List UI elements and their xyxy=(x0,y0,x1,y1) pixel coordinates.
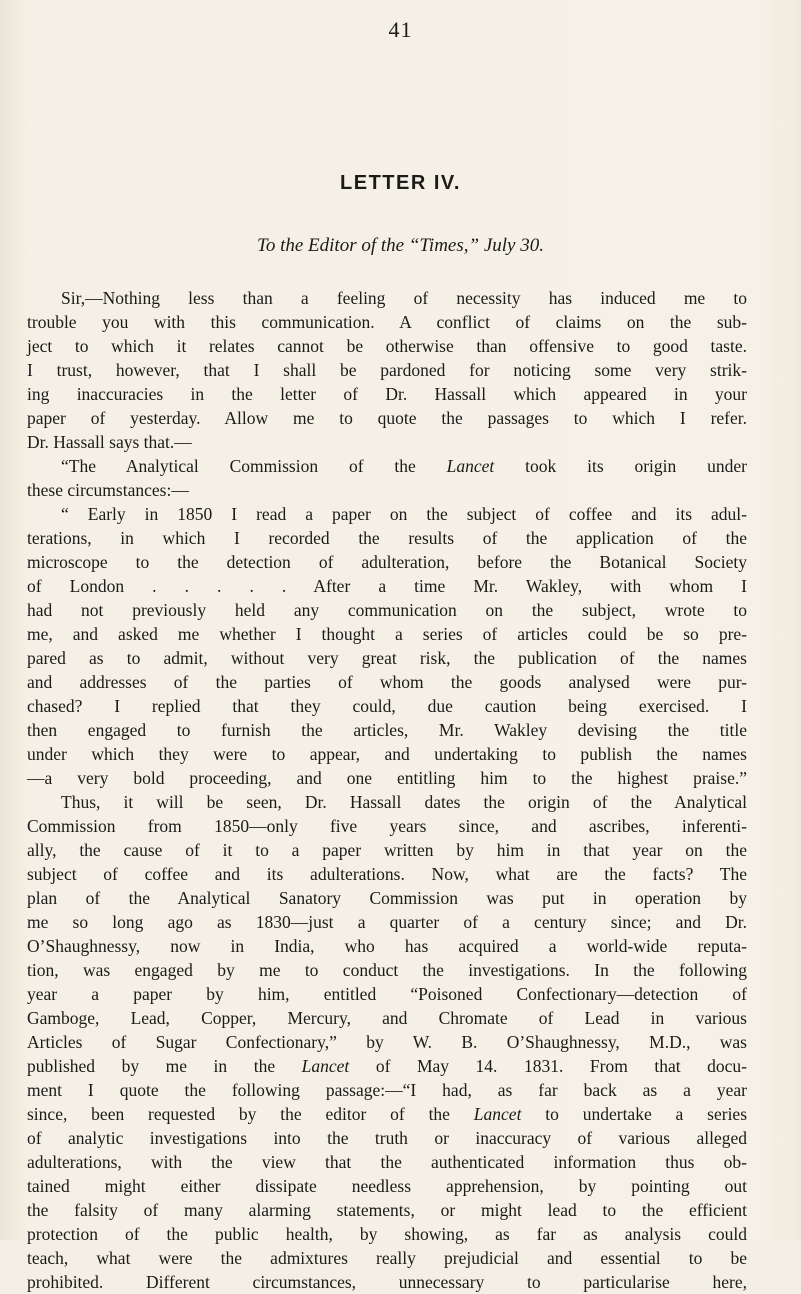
text-line: adulterations, with the view that the authenticated information thus ob- xyxy=(27,1152,747,1172)
text-line xyxy=(27,454,747,478)
text-line: microscope to the detection of adulteration, before the Botanical Society xyxy=(27,552,747,572)
text-line: O’Shaughnessy, now in India, who has acquired a world-wide reputa- xyxy=(27,936,747,956)
page-number: 41 xyxy=(388,17,413,42)
text-line: of London . . . . . After a time Mr. Wakley, with whom I xyxy=(27,576,747,596)
text-line-segment: published by me in the xyxy=(27,1056,302,1076)
dedication-newspaper: Times, xyxy=(419,235,469,256)
text-line: Sir,—Nothing less than a feeling of necessity has induced me to xyxy=(61,288,747,308)
text-line: teach, what were the admixtures really prejudicial and essential to be xyxy=(27,1248,747,1268)
text-line: me, and asked me whether I thought a series of articles could be so pre- xyxy=(27,624,747,644)
text-line: “ Early in 1850 I read a paper on the subject of coffee and its adul- xyxy=(61,504,747,524)
dedication-prefix: To the Editor of the “ xyxy=(257,235,420,256)
text-line: ally, the cause of it to a paper written by him in that year on the xyxy=(27,840,747,860)
text-line: —a very bold proceeding, and one entitling him to the highest praise.” xyxy=(27,768,747,788)
text-line: Thus, it will be seen, Dr. Hassall dates the origin of the Analytical xyxy=(61,792,747,812)
text-line: I trust, however, that I shall be pardoned for noticing some very strik- xyxy=(27,360,747,380)
text-line: chased? I replied that they could, due caution being exercised. I xyxy=(27,696,747,716)
text-line: pared as to admit, without very great risk, the publication of the names xyxy=(27,648,747,668)
text-line xyxy=(27,1054,747,1078)
text-line: ing inaccuracies in the letter of Dr. Hassall which appeared in your xyxy=(27,384,747,404)
text-line: plan of the Analytical Sanatory Commission was put in operation by xyxy=(27,888,747,908)
dedication-line xyxy=(0,235,801,257)
text-line: and addresses of the parties of whom the goods analysed were pur- xyxy=(27,672,747,692)
text-line-segment: took its origin under xyxy=(494,456,747,476)
text-line: Gamboge, Lead, Copper, Mercury, and Chromate of Lead in various xyxy=(27,1008,747,1028)
text-line-segment: of May 14. 1831. From that docu- xyxy=(349,1056,747,1076)
text-line-segment: “The Analytical Commission of the xyxy=(61,456,447,476)
text-line: tained might either dissipate needless apprehension, by pointing out xyxy=(27,1176,747,1196)
text-line: ment I quote the following passage:—“I had, as far back as a year xyxy=(27,1080,747,1100)
text-line: subject of coffee and its adulterations. Now, what are the facts? The xyxy=(27,864,747,884)
text-line: prohibited. Different circumstances, unnecessary to particularise here, xyxy=(27,1272,747,1292)
letter-body xyxy=(27,286,747,1294)
italic-title: Lancet xyxy=(301,1056,350,1076)
text-line: tion, was engaged by me to conduct the investigations. In the following xyxy=(27,960,747,980)
text-line: protection of the public health, by showing, as far as analysis could xyxy=(27,1224,747,1244)
text-line: terations, in which I recorded the results of the application of the xyxy=(27,528,747,548)
letter-title: LETTER IV. xyxy=(340,172,461,194)
text-line: paper of yesterday. Allow me to quote the passages to which I refer. xyxy=(27,408,747,428)
text-line: of analytic investigations into the truth or inaccuracy of various alleged xyxy=(27,1128,747,1148)
text-line: Commission from 1850—only five years since, and ascribes, inferenti- xyxy=(27,816,747,836)
text-line: Articles of Sugar Confectionary,” by W. B. O’Shaughnessy, M.D., was xyxy=(27,1032,747,1052)
text-line: the falsity of many alarming statements, or might lead to the efficient xyxy=(27,1200,747,1220)
text-line: these circumstances:— xyxy=(27,480,189,500)
text-line: had not previously held any communication on the subject, wrote to xyxy=(27,600,747,620)
text-line xyxy=(27,1102,747,1126)
text-line: trouble you with this communication. A conflict of claims on the sub- xyxy=(27,312,747,332)
text-line-segment: to undertake a series xyxy=(521,1104,748,1124)
text-line: under which they were to appear, and undertaking to publish the names xyxy=(27,744,747,764)
text-line: me so long ago as 1830—just a quarter of a century since; and Dr. xyxy=(27,912,747,932)
text-line: then engaged to furnish the articles, Mr. Wakley devising the title xyxy=(27,720,747,740)
dedication-suffix: ” July 30. xyxy=(468,235,544,256)
italic-title: Lancet xyxy=(446,456,495,476)
text-line: Dr. Hassall says that.— xyxy=(27,432,192,452)
italic-title: Lancet xyxy=(473,1104,522,1124)
text-line: year a paper by him, entitled “Poisoned Confectionary—detection of xyxy=(27,984,747,1004)
text-line: ject to which it relates cannot be otherwise than offensive to good taste. xyxy=(27,336,747,356)
text-line-segment: since, been requested by the editor of the xyxy=(27,1104,474,1124)
